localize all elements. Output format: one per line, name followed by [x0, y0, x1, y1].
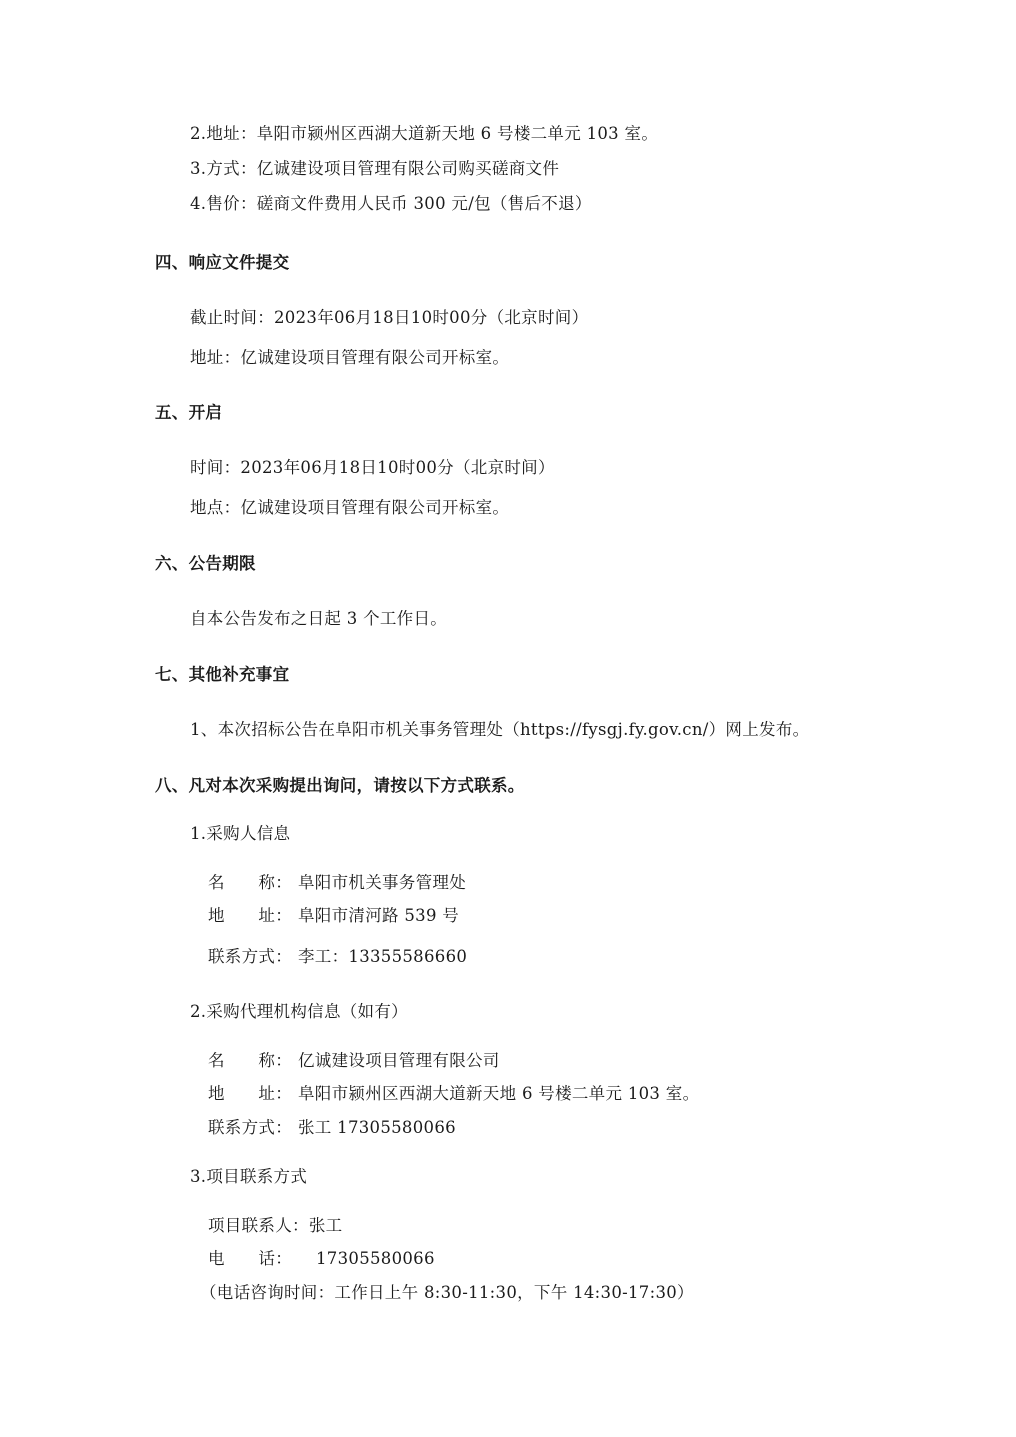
- agency-address-row: [208, 1083, 699, 1105]
- project-person-row: [208, 1215, 342, 1237]
- project-contact-heading: 3.项目联系方式: [190, 1167, 308, 1186]
- agency-address: 阜阳市颍州区西湖大道新天地 6 号楼二单元 103 室。: [298, 1084, 700, 1103]
- purchaser-contact: 李工：13355586660: [298, 947, 468, 966]
- agency-contact-label: 联系方式：: [208, 1118, 292, 1137]
- submission-deadline: 截止时间：2023年06月18日10时00分（北京时间）: [190, 308, 589, 327]
- purchaser-address-row: [208, 905, 459, 927]
- sale-price: 4.售价：磋商文件费用人民币 300 元/包（售后不退）: [190, 194, 592, 213]
- project-person-label: 项目联系人：: [208, 1216, 309, 1235]
- agency-contact: 张工 17305580066: [298, 1118, 456, 1137]
- notice-period: 自本公告发布之日起 3 个工作日。: [190, 609, 448, 628]
- section7-title: 七、其他补充事宜: [155, 665, 290, 684]
- opening-location: 地点：亿诚建设项目管理有限公司开标室。: [190, 498, 510, 517]
- purchaser-address: 阜阳市清河路 539 号: [298, 906, 460, 925]
- section6-title: 六、公告期限: [155, 554, 256, 573]
- sale-method: 3.方式：亿诚建设项目管理有限公司购买磋商文件: [190, 159, 560, 178]
- agency-name: 亿诚建设项目管理有限公司: [298, 1051, 500, 1070]
- opening-time: 时间：2023年06月18日10时00分（北京时间）: [190, 458, 555, 477]
- submission-address: 地址：亿诚建设项目管理有限公司开标室。: [190, 348, 510, 367]
- agency-contact-row: [208, 1117, 456, 1139]
- agency-address-label: 地 址：: [208, 1084, 292, 1103]
- section5-title: 五、开启: [155, 403, 223, 422]
- section8-title: 八、凡对本次采购提出询问，请按以下方式联系。: [155, 776, 525, 795]
- purchaser-heading: 1.采购人信息: [190, 824, 291, 843]
- agency-heading: 2.采购代理机构信息（如有）: [190, 1002, 408, 1021]
- purchaser-name: 阜阳市机关事务管理处: [298, 873, 466, 892]
- purchaser-contact-label: 联系方式：: [208, 947, 292, 966]
- agency-name-label: 名 称：: [208, 1051, 292, 1070]
- phone-inquiry-hours: （电话咨询时间：工作日上午 8:30-11:30，下午 14:30-17:30）: [200, 1283, 694, 1302]
- project-phone: 17305580066: [316, 1249, 435, 1268]
- purchaser-address-label: 地 址：: [208, 906, 292, 925]
- supplement-text: 1、本次招标公告在阜阳市机关事务管理处（https://fysgj.fy.gov.cn/）网上发布。: [190, 720, 810, 739]
- sale-address: 2.地址：阜阳市颍州区西湖大道新天地 6 号楼二单元 103 室。: [190, 124, 659, 143]
- project-phone-row: [208, 1248, 435, 1270]
- purchaser-name-label: 名 称：: [208, 873, 292, 892]
- project-person: 张工: [308, 1216, 343, 1235]
- project-phone-label: 电 话：: [208, 1249, 292, 1268]
- agency-name-row: [208, 1050, 500, 1072]
- purchaser-contact-row: [208, 946, 467, 968]
- purchaser-name-row: [208, 872, 466, 894]
- section4-title: 四、响应文件提交: [155, 253, 290, 272]
